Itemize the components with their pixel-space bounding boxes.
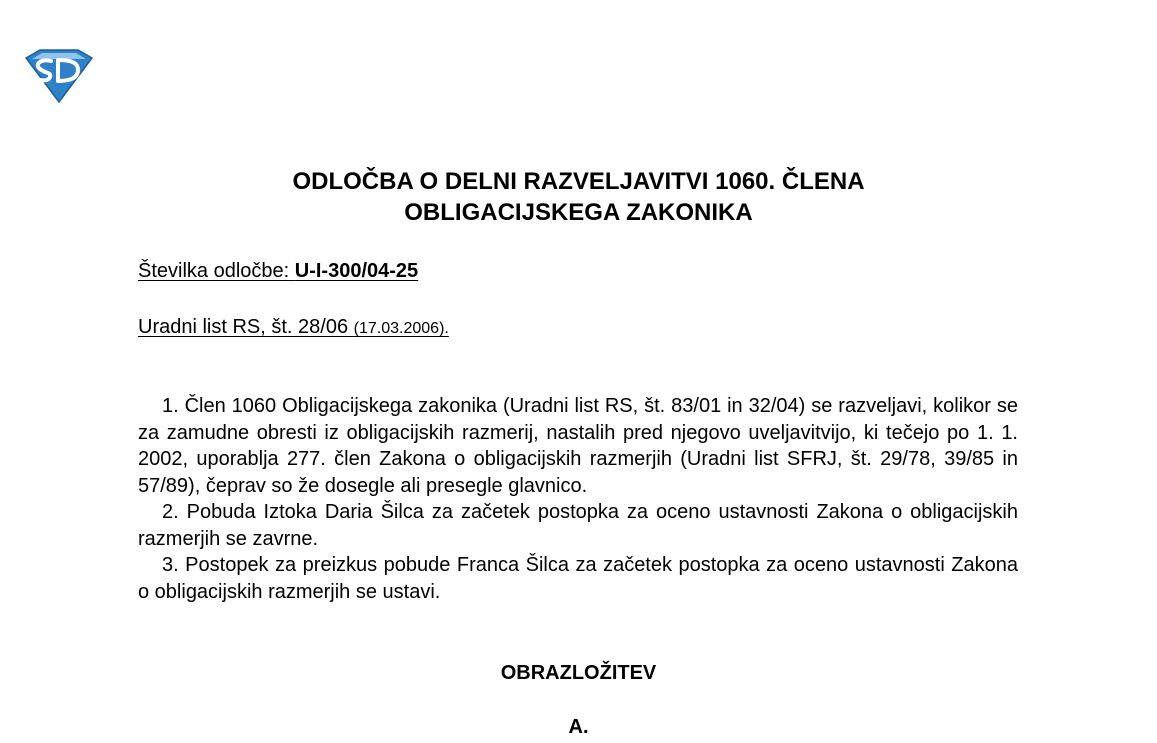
gazette-label: Uradni list RS, št. 28/06 (138, 316, 354, 338)
decision-point-1: 1. Člen 1060 Obligacijskega zakonika (Uradni list RS, št. 83/01 in 32/04) se razveljavi, kolikor se za zamudne obresti iz obligacijskih razmerij, nastalih pred njegovo uveljavitvijo, ki tečejo po 1. 1. 2002, uporablja 277. člen Zakona o obligacijskih razmerjih (Uradni list SFRJ, št. 29/78, 39/85 in 57/89), čeprav so že dosegle ali presegle glavnico. (138, 395, 1018, 497)
document-title (0, 166, 1157, 228)
decision-number (138, 260, 418, 283)
gazette-date: (17.03.2006). (353, 320, 449, 337)
decision-number-value: U-I-300/04-25 (294, 260, 419, 282)
title-line-1: ODLOČBA O DELNI RAZVELJAVITVI 1060. ČLENA (292, 168, 865, 195)
section-a-heading: A. (568, 716, 589, 738)
decision-point-2: 2. Pobuda Iztoka Daria Šilca za začetek postopka za oceno ustavnosti Zakona o obligacijskih razmerjih se zavrne. (138, 501, 1018, 550)
sd-diamond-logo (22, 46, 96, 104)
decision-points (138, 393, 1018, 605)
logo-graphic (22, 46, 96, 104)
decision-point-3: 3. Postopek za preizkus pobude Franca Šilca za začetek postopka za oceno ustavnosti Zakona o obligacijskih razmerjih se ustavi. (138, 554, 1018, 603)
reasoning-heading: OBRAZLOŽITEV (500, 662, 657, 684)
official-gazette-reference (138, 316, 449, 339)
title-line-2: OBLIGACIJSKEGA ZAKONIKA (404, 199, 753, 226)
decision-number-label: Številka odločbe: (138, 260, 295, 282)
